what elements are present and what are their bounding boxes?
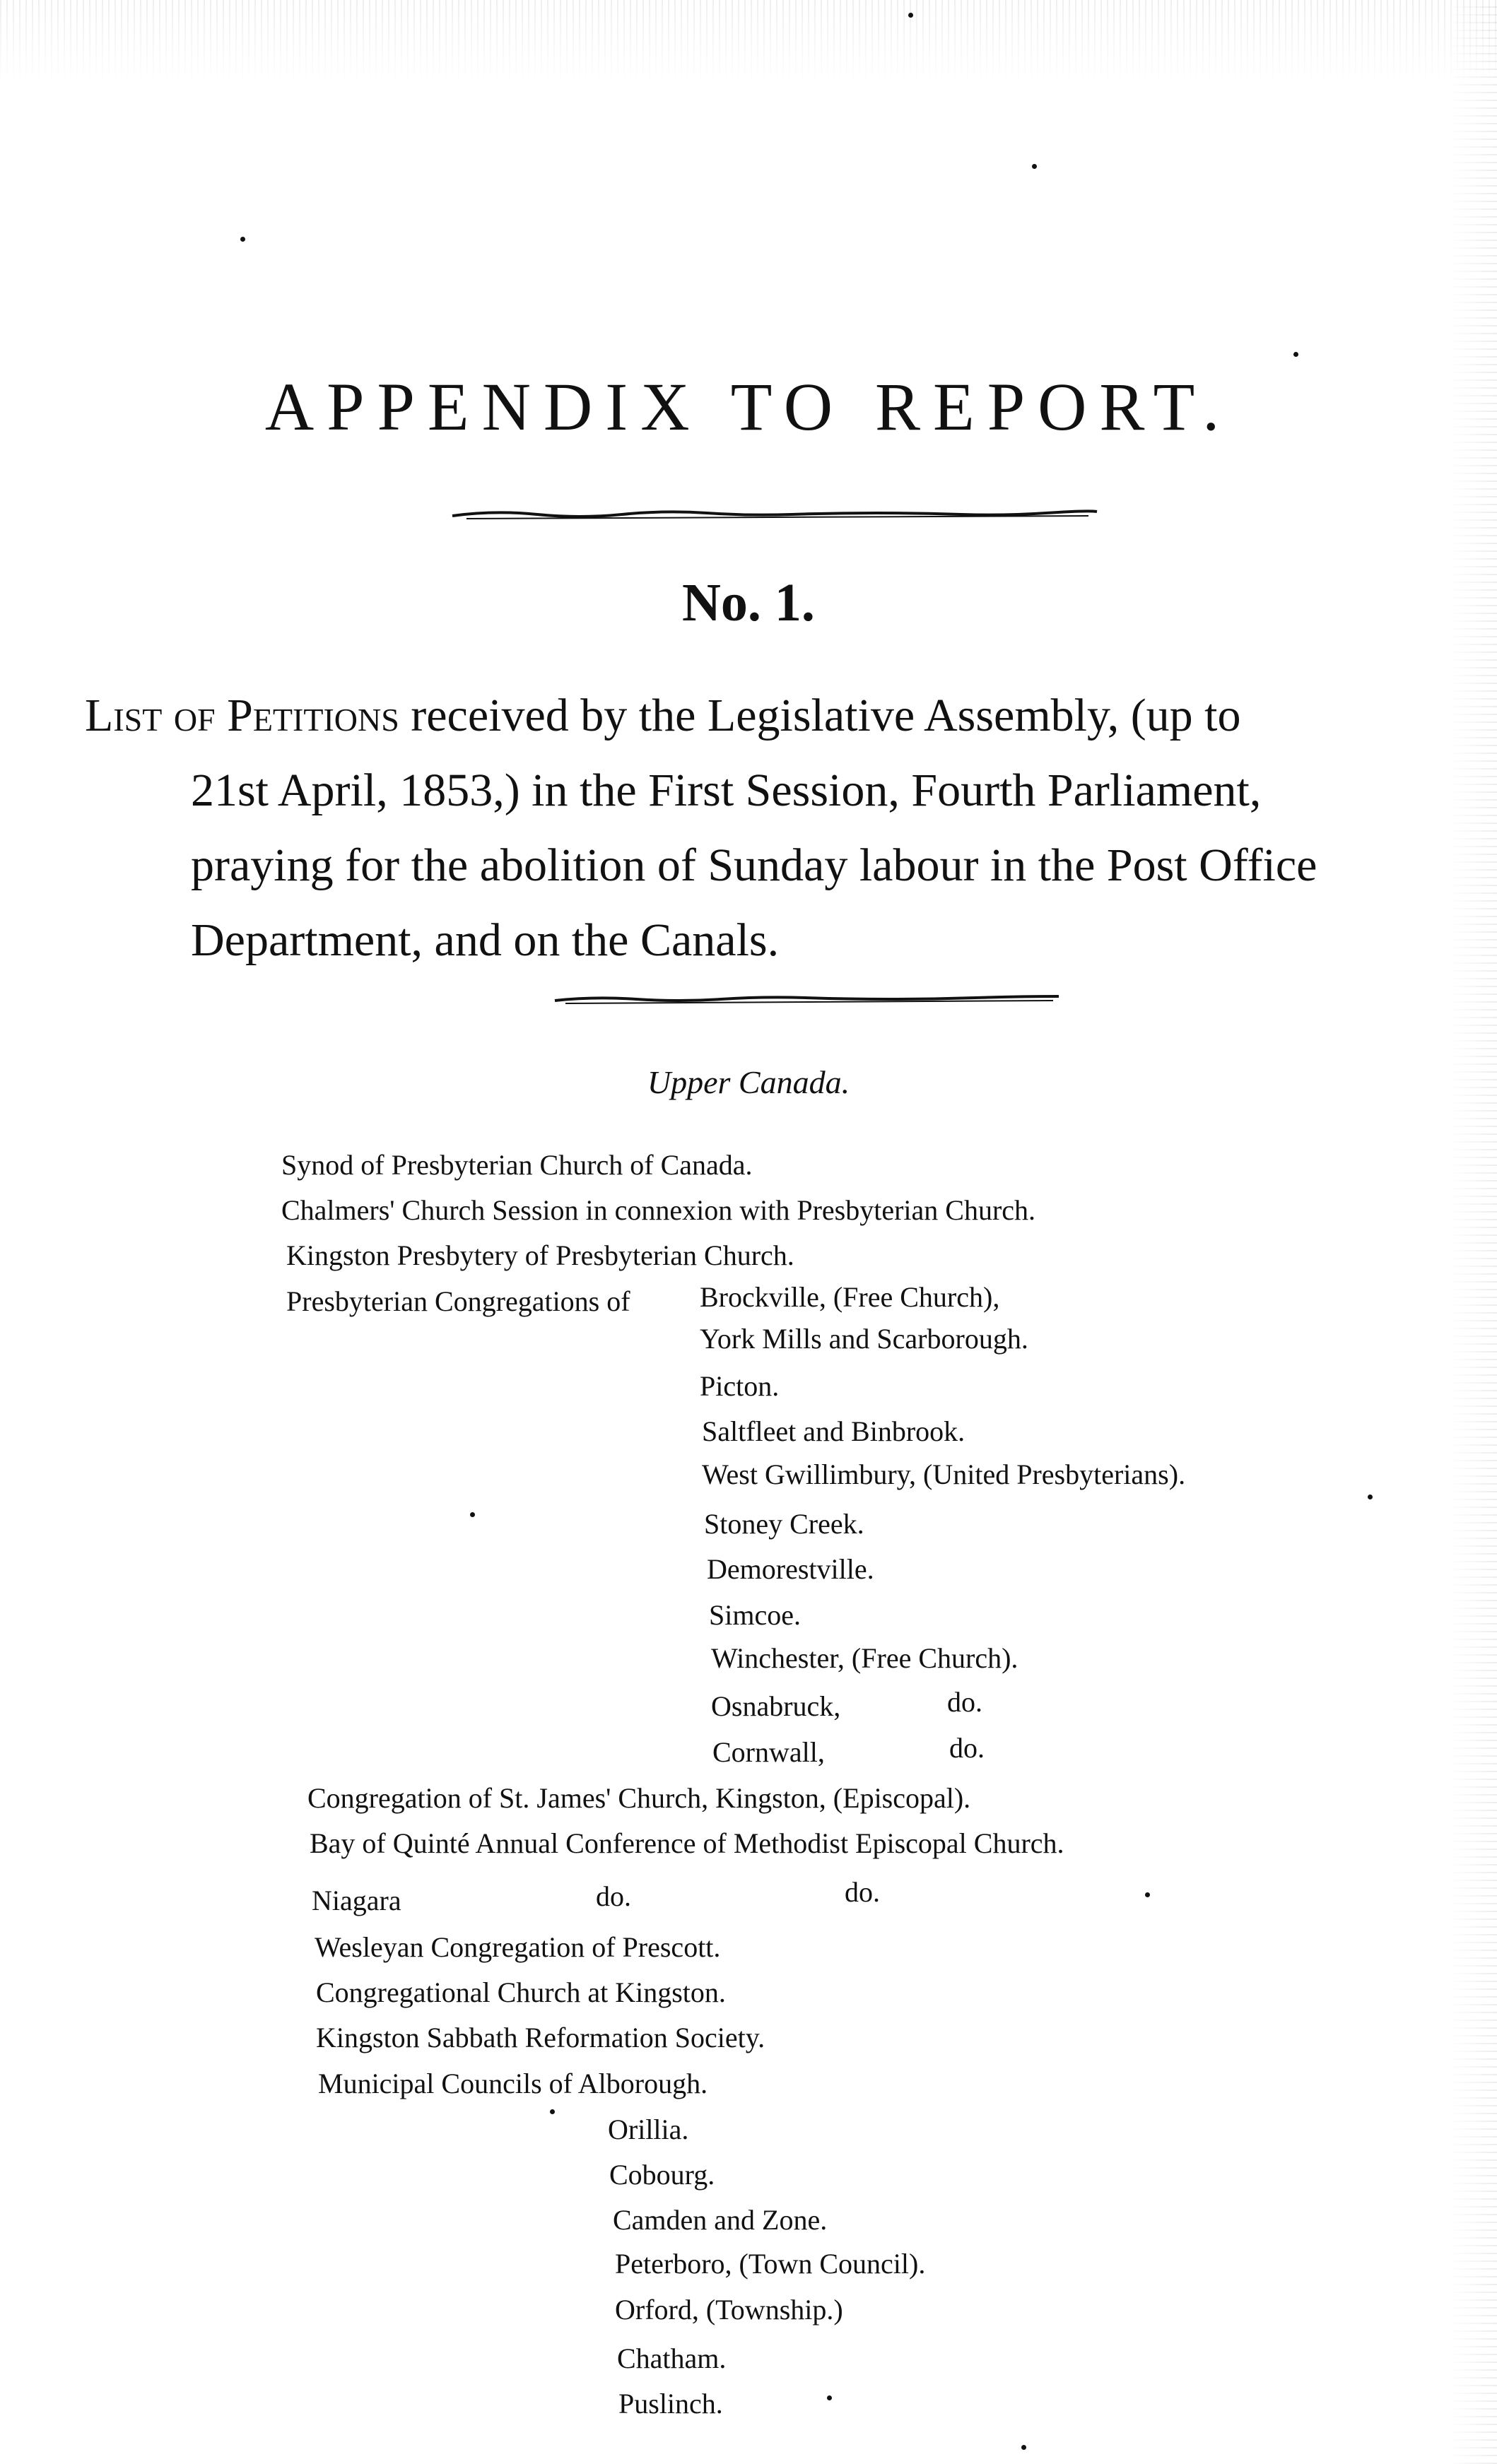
petition-entry: Puslinch.: [618, 2388, 723, 2419]
scan-top-edge-noise: [0, 0, 1497, 85]
petition-entry: Niagara: [312, 1885, 401, 1916]
petition-entry: Picton.: [700, 1370, 780, 1402]
title-divider: [0, 503, 1497, 524]
petition-entry: West Gwillimbury, (United Presbyterians).: [702, 1458, 1186, 1490]
petition-entry: Bay of Quinté Annual Conference of Methodist Episcopal Church.: [310, 1827, 1064, 1859]
petition-entry: Camden and Zone.: [613, 2204, 828, 2236]
petition-entry: Cobourg.: [609, 2159, 715, 2191]
appendix-title: APPENDIX TO REPORT.: [264, 369, 1233, 444]
petition-entry: Chalmers' Church Session in connexion with Presbyterian Church.: [281, 1194, 1036, 1226]
petition-entry: Winchester, (Free Church).: [711, 1642, 1018, 1674]
petition-entry-ditto: do.: [949, 1732, 985, 1764]
intro-lead: List of Petitions: [85, 690, 399, 741]
petition-entry: Congregation of St. James' Church, Kingston, (Episcopal).: [307, 1782, 971, 1814]
petition-entry-ditto: do.: [947, 1686, 982, 1718]
scan-speck: [1021, 2445, 1026, 2450]
petition-entry: Demorestville.: [707, 1553, 874, 1585]
petition-entry: Kingston Sabbath Reformation Society.: [316, 2022, 765, 2053]
petition-entry: Peterboro, (Town Council).: [615, 2248, 926, 2280]
petition-entry: Municipal Councils of Alborough.: [318, 2068, 708, 2099]
petition-entry: Saltfleet and Binbrook.: [702, 1415, 965, 1447]
scan-speck: [827, 2395, 832, 2400]
petition-entry: Presbyterian Congregations of: [286, 1285, 630, 1317]
intro-line: praying for the abolition of Sunday labour in the Post Office: [191, 839, 1317, 891]
intro-line: Department, and on the Canals.: [191, 914, 780, 966]
petition-entry: Wesleyan Congregation of Prescott.: [315, 1931, 721, 1963]
petition-entry: Synod of Presbyterian Church of Canada.: [281, 1149, 753, 1181]
scan-speck: [908, 13, 913, 18]
petition-entry: Cornwall,: [712, 1736, 825, 1768]
petition-entry: Brockville, (Free Church),: [700, 1281, 1000, 1313]
intro-line: [85, 678, 1484, 753]
intro-divider: [0, 989, 1497, 1010]
scan-speck: [1293, 352, 1298, 357]
intro-line-rest: received by the Legislative Assembly, (up to: [399, 690, 1241, 741]
intro-paragraph: [85, 678, 1484, 978]
petition-entry-ditto: do.: [596, 1880, 631, 1912]
petition-entry: Orillia.: [608, 2114, 689, 2145]
petition-entry: Orford, (Township.): [615, 2294, 843, 2326]
scan-speck: [550, 2109, 555, 2114]
petition-entry: Kingston Presbytery of Presbyterian Church.: [286, 1239, 794, 1271]
intro-line: 21st April, 1853,) in the First Session, Fourth Parliament,: [191, 765, 1262, 816]
petition-entry: York Mills and Scarborough.: [700, 1323, 1028, 1355]
appendix-number: No. 1.: [682, 573, 815, 632]
petition-entry: Stoney Creek.: [704, 1508, 864, 1540]
section-heading: Upper Canada.: [647, 1064, 850, 1100]
petition-entry: Osnabruck,: [711, 1690, 841, 1722]
scan-speck: [1145, 1892, 1150, 1897]
petition-entry: Simcoe.: [709, 1599, 801, 1631]
scan-speck: [240, 237, 245, 242]
scan-speck: [1368, 1495, 1373, 1499]
petition-entry: Chatham.: [617, 2342, 727, 2374]
petition-entry-ditto: do.: [845, 1876, 880, 1908]
petition-entry: Congregational Church at Kingston.: [316, 1976, 726, 2008]
scan-speck: [1032, 164, 1037, 169]
scan-speck: [470, 1512, 475, 1517]
